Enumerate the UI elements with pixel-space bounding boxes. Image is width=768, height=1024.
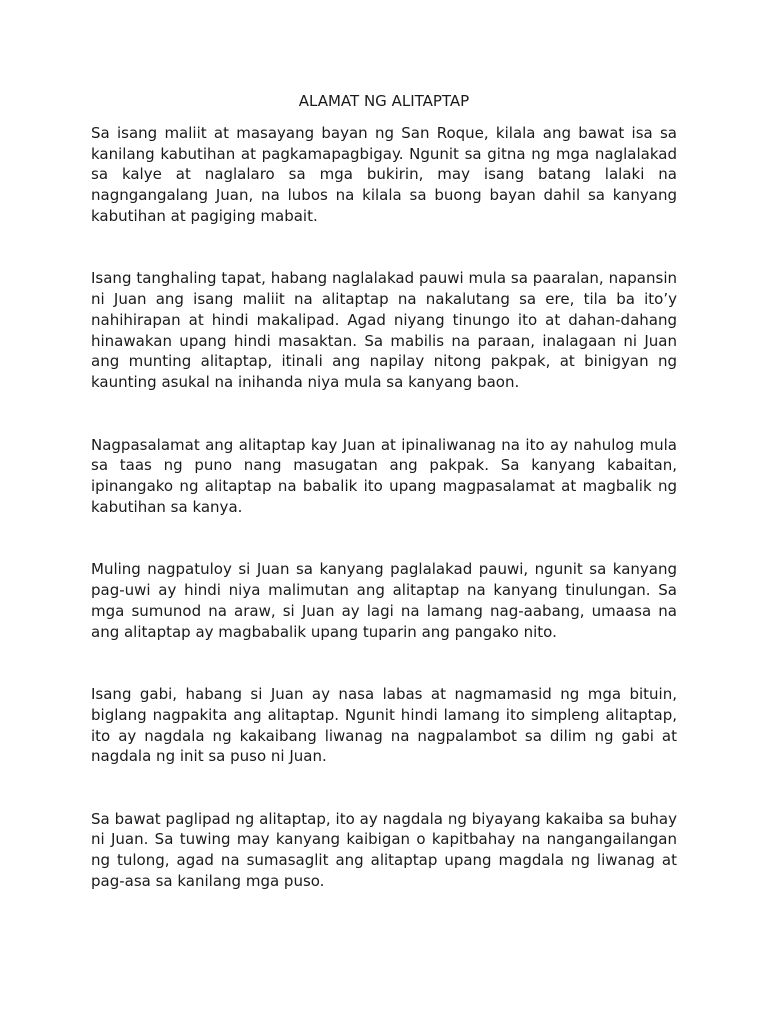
paragraph-3: Nagpasalamat ang alitaptap kay Juan at ipinaliwanag na ito ay nahulog mula sa taas ng puno nang masugatan ang pakpak. Sa kanyang kabaitan, ipinangako ng alitaptap na babalik ito upang magpasalamat at magbalik ng kabutihan sa kanya. bbox=[91, 435, 677, 516]
document-title: ALAMAT NG ALITAPTAP bbox=[298, 92, 470, 110]
paragraph-4: Muling nagpatuloy si Juan sa kanyang paglalakad pauwi, ngunit sa kanyang pag-uwi ay hindi niya malimutan ang alitaptap na kanyang tinulungan. Sa mga sumunod na araw, si Juan ay lagi na lamang nag-aabang, umaasa na ang alitaptap ay magbabalik upang tuparin ang pangako nito. bbox=[91, 560, 677, 641]
paragraph-2: Isang tanghaling tapat, habang naglalakad pauwi mula sa paaralan, napansin ni Juan ang isang maliit na alitaptap na nakalutang sa ere, tila ba ito’y nahihirapan at hindi makalipad. Agad niyang tinungo ito at dahan-dahang hinawakan upang hindi masaktan. Sa mabilis na paraan, inalagaan ni Juan ang munting alitaptap, itinali ang napilay nitong pakpak, at binigyan ng kaunting asukal na inihanda niya mula sa kanyang baon. bbox=[91, 269, 677, 392]
paragraph-5: Isang gabi, habang si Juan ay nasa labas at nagmamasid ng mga bituin, biglang nagpakita ang alitaptap. Ngunit hindi lamang ito simpleng alitaptap, ito ay nagdala ng kakaibang liwanag na nagpalambot sa dilim ng gabi at nagdala ng init sa puso ni Juan. bbox=[91, 684, 677, 766]
document-page bbox=[91, 91, 677, 892]
paragraph-1: Sa isang maliit at masayang bayan ng San Roque, kilala ang bawat isa sa kanilang kabutihan at pagkamapagbigay. Ngunit sa gitna ng mga naglalakad sa kalye at naglalaro sa mga bukirin, may isang batang lalaki na nagngangalang Juan, na lubos na kilala sa buong bayan dahil sa kanyang kabutihan at pagiging mabait. bbox=[91, 123, 677, 225]
paragraph-6: Sa bawat paglipad ng alitaptap, ito ay nagdala ng biyayang kakaiba sa buhay ni Juan. Sa tuwing may kanyang kaibigan o kapitbahay na nangangailangan ng tulong, agad na sumasaglit ang alitaptap upang magdala ng liwanag at pag-asa sa kanilang mga puso. bbox=[91, 809, 677, 891]
